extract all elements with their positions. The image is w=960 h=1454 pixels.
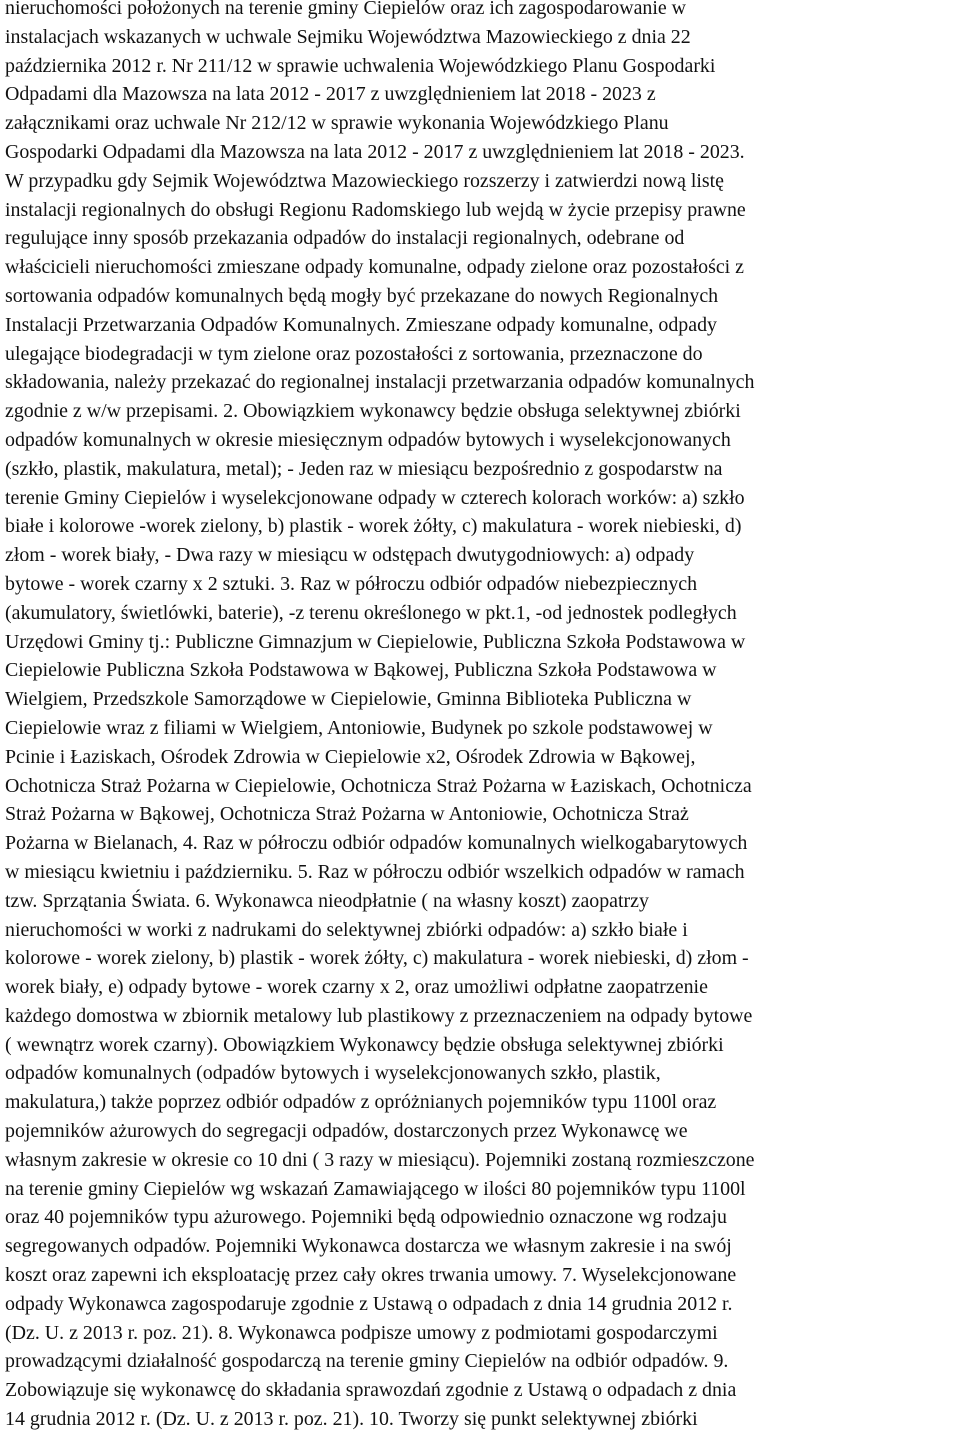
text-line-30: Pożarna w Bielanach, 4. Raz w półroczu odbiór odpadów komunalnych wielkogabarytowych <box>5 832 748 855</box>
text-line-5: załącznikami oraz uchwale Nr 212/12 w sprawie wykonania Wojewódzkiego Planu <box>5 112 669 135</box>
text-line-32: tzw. Sprzątania Świata. 6. Wykonawca nieodpłatnie ( na własny koszt) zaopatrzy <box>5 889 649 912</box>
text-line-31: w miesiącu kwietniu i październiku. 5. Raz w półroczu odbiór wszelkich odpadów w ramach <box>5 860 745 883</box>
text-line-20: złom - worek biały, - Dwa razy w miesiącu w odstępach dwutygodniowych: a) odpady <box>5 544 695 567</box>
text-line-48: prowadzącymi działalność gospodarczą na terenie gminy Ciepielów na odbiór odpadów. 9. <box>5 1350 729 1373</box>
text-line-37: ( wewnątrz worek czarny). Obowiązkiem Wykonawcy będzie obsługa selektywnej zbiórki <box>5 1033 724 1056</box>
text-line-36: każdego domostwa w zbiornik metalowy lub plastikowy z przeznaczeniem na odpady bytowe <box>5 1004 753 1027</box>
text-line-6: Gospodarki Odpadami dla Mazowsza na lata 2012 - 2017 z uwzględnieniem lat 2018 - 2023. <box>5 140 745 163</box>
text-line-44: segregowanych odpadów. Pojemniki Wykonawca dostarcza we własnym zakresie i na swój <box>5 1235 732 1258</box>
text-line-43: oraz 40 pojemników typu ażurowego. Pojemniki będą odpowiednio oznaczone wg rodzaju <box>5 1206 727 1229</box>
text-line-18: terenie Gminy Ciepielów i wyselekcjonowane odpady w czterech kolorach worków: a) szkło <box>5 486 745 509</box>
text-line-33: nieruchomości w worki z nadrukami do selektywnej zbiórki odpadów: a) szkło białe i <box>5 918 688 941</box>
text-line-46: odpady Wykonawca zagospodaruje zgodnie z Ustawą o odpadach z dnia 14 grudnia 2012 r. <box>5 1292 733 1315</box>
text-line-49: Zobowiązuje się wykonawcę do składania sprawozdań zgodnie z Ustawą o odpadach z dnia <box>5 1379 737 1402</box>
text-line-3: października 2012 r. Nr 211/12 w sprawie uchwalenia Wojewódzkiego Planu Gospodarki <box>5 54 716 77</box>
text-line-23: Urzędowi Gminy tj.: Publiczne Gimnazjum w Ciepielowie, Publiczna Szkoła Podstawowa w <box>5 630 746 653</box>
text-line-2: instalacjach wskazanych w uchwale Sejmiku Województwa Mazowieckiego z dnia 22 <box>5 25 691 48</box>
text-line-19: białe i kolorowe -worek zielony, b) plastik - worek żółty, c) makulatura - worek niebieski, d) <box>5 515 742 538</box>
document-body-text <box>5 0 954 1434</box>
text-line-7: W przypadku gdy Sejmik Województwa Mazowieckiego rozszerzy i zatwierdzi nową listę <box>5 169 725 192</box>
text-line-16: odpadów komunalnych w okresie miesięcznym odpadów bytowych i wyselekcjonowanych <box>5 428 731 451</box>
text-line-47: (Dz. U. z 2013 r. poz. 21). 8. Wykonawca podpisze umowy z podmiotami gospodarczymi <box>5 1321 718 1344</box>
text-line-27: Pcinie i Łaziskach, Ośrodek Zdrowia w Ciepielowie x2, Ośrodek Zdrowia w Bąkowej, <box>5 745 696 768</box>
text-line-25: Wielgiem, Przedszkole Samorządowe w Ciepielowie, Gminna Biblioteka Publiczna w <box>5 688 692 711</box>
text-line-38: odpadów komunalnych (odpadów bytowych i wyselekcjonowanych szkło, plastik, <box>5 1062 661 1085</box>
text-line-41: własnym zakresie w okresie co 10 dni ( 3 razy w miesiącu). Pojemniki zostaną rozmieszczone <box>5 1148 755 1171</box>
text-line-35: worek biały, e) odpady bytowe - worek czarny x 2, oraz umożliwi odpłatne zaopatrzenie <box>5 976 708 999</box>
text-line-34: kolorowe - worek zielony, b) plastik - worek żółty, c) makulatura - worek niebieski, d) złom - <box>5 947 749 970</box>
text-line-15: zgodnie z w/w przepisami. 2. Obowiązkiem wykonawcy będzie obsługa selektywnej zbiórki <box>5 400 741 423</box>
text-line-8: instalacji regionalnych do obsługi Regionu Radomskiego lub wejdą w życie przepisy prawne <box>5 198 746 221</box>
text-line-42: na terenie gminy Ciepielów wg wskazań Zamawiającego w ilości 80 pojemników typu 1100l <box>5 1177 746 1200</box>
text-line-10: właścicieli nieruchomości zmieszane odpady komunalne, odpady zielone oraz pozostałości z <box>5 256 745 279</box>
text-line-40: pojemników ażurowych do segregacji odpadów, dostarczonych przez Wykonawcę we <box>5 1120 688 1143</box>
text-line-1: nieruchomości położonych na terenie gminy Ciepielów oraz ich zagospodarowanie w <box>5 0 687 19</box>
text-line-4: Odpadami dla Mazowsza na lata 2012 - 2017 z uwzględnieniem lat 2018 - 2023 z <box>5 83 656 106</box>
text-line-39: makulatura,) także poprzez odbiór odpadów z opróżnianych pojemników typu 1100l oraz <box>5 1091 717 1114</box>
text-line-9: regulujące inny sposób przekazania odpadów do instalacji regionalnych, odebrane od <box>5 227 685 250</box>
text-line-21: bytowe - worek czarny x 2 sztuki. 3. Raz w półroczu odbiór odpadów niebezpiecznych <box>5 572 698 595</box>
text-line-24: Ciepielowie Publiczna Szkoła Podstawowa w Bąkowej, Publiczna Szkoła Podstawowa w <box>5 659 717 682</box>
text-line-45: koszt oraz zapewni ich eksploatację przez cały okres trwania umowy. 7. Wyselekcjonowane <box>5 1264 737 1287</box>
text-line-22: (akumulatory, świetlówki, baterie), -z terenu określonego w pkt.1, -od jednostek podległych <box>5 601 737 624</box>
text-line-11: sortowania odpadów komunalnych będą mogły być przekazane do nowych Regionalnych <box>5 284 719 307</box>
text-line-17: (szkło, plastik, makulatura, metal); - Jeden raz w miesiącu bezpośrednio z gospodarstw na <box>5 457 723 480</box>
text-line-28: Ochotnicza Straż Pożarna w Ciepielowie, Ochotnicza Straż Pożarna w Łaziskach, Ochotnicza <box>5 774 752 797</box>
text-line-50: 14 grudnia 2012 r. (Dz. U. z 2013 r. poz. 21). 10. Tworzy się punkt selektywnej zbiórki <box>5 1408 698 1431</box>
text-line-14: składowania, należy przekazać do regionalnej instalacji przetwarzania odpadów komunalnych <box>5 371 755 394</box>
text-line-13: ulegające biodegradacji w tym zielone oraz pozostałości z sortowania, przeznaczone do <box>5 342 703 365</box>
text-line-26: Ciepielowie wraz z filiami w Wielgiem, Antoniowie, Budynek po szkole podstawowej w <box>5 716 713 739</box>
text-line-12: Instalacji Przetwarzania Odpadów Komunalnych. Zmieszane odpady komunalne, odpady <box>5 313 717 336</box>
text-line-29: Straż Pożarna w Bąkowej, Ochotnicza Straż Pożarna w Antoniowie, Ochotnicza Straż <box>5 803 689 826</box>
